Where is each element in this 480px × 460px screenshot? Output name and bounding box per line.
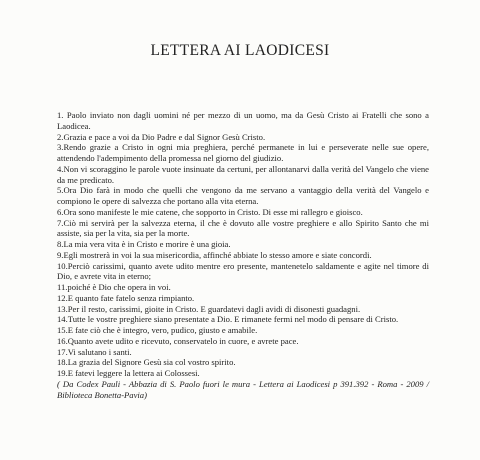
verse-6: 6.Ora sono manifeste le mie catene, che sopporto in Cristo. Di esse mi rallegro e gioisco. <box>57 206 363 217</box>
verse-7: 7.Ciò mi servirà per la salvezza eterna, il che è dovuto alle vostre preghiere e allo Spirito Santo che mi assiste, sia per la vita, sia per la morte. <box>57 217 429 239</box>
verse-9: 9.Egli mostrerà in voi la sua misericordia, affinché abbiate lo stesso amore e siate concordi. <box>57 249 372 260</box>
verse-3: 3.Rendo grazie a Cristo in ogni mia preghiera, perché permanete in lui e perseverate nelle sue opere, attendendo l'adempimento della promessa nel giorno del giudizio. <box>57 142 429 163</box>
verse-5: 5.Ora Dio farà in modo che quelli che vengono da me servano a vantaggio della verità del Vangelo e compiono le opere di salvezza che portano alla vita eterna. <box>57 185 429 206</box>
letter-body <box>57 110 429 400</box>
verse-14: 14.Tutte le vostre preghiere siano presentate a Dio. E rimanete fermi nel modo di pensare di Cristo. <box>57 314 399 325</box>
verse-11: 11.poiché è Dio che opera in voi. <box>57 282 171 292</box>
verse-18: 18.La grazia del Signore Gesù sia col vostro spirito. <box>57 357 236 368</box>
verse-15: 15.E fate ciò che è integro, vero, pudico, giusto e amabile. <box>57 325 258 335</box>
verse-12: 12.E quanto fate fatelo senza rimpianto. <box>57 292 195 303</box>
verse-17: 17.Vi salutano i santi. <box>57 346 132 357</box>
verse-4: 4.Non vi scoraggino le parole vuote insinuate da certuni, per allontanarvi dalla verità del Vangelo che viene da me predicato. <box>57 163 429 185</box>
document-title: LETTERA AI LAODICESI <box>150 42 330 59</box>
verse-10: 10.Perciò carissimi, quanto avete udito mentre ero presente, mantenetelo saldamente e agite nel timore di Dio, e avrete vita in eterno; <box>57 260 429 282</box>
source-citation: ( Da Codex Pauli - Abbazia di S. Paolo fuori le mura - Lettera ai Laodicesi p 391.392 - Roma - 2009 / Biblioteca Bonetta-Pavia) <box>57 378 429 400</box>
verse-8: 8.La mia vera vita è in Cristo e morire è una gioia. <box>57 239 231 249</box>
verse-1: 1. Paolo inviato non dagli uomini né per mezzo di un uomo, ma da Gesù Cristo ai Fratelli che sono a Laodicea. <box>57 110 429 131</box>
verse-2: 2.Grazia e pace a voi da Dio Padre e dal Signor Gesù Cristo. <box>57 131 266 142</box>
verse-13: 13.Per il resto, carissimi, gioite in Cristo. E guardatevi dagli avidi di disonesti guadagni. <box>57 303 361 314</box>
verse-16: 16.Quanto avete udito e ricevuto, conservatelo in cuore, e avrete pace. <box>57 335 299 346</box>
verse-19: 19.E fatevi leggere la lettera ai Colossesi. <box>57 368 200 378</box>
